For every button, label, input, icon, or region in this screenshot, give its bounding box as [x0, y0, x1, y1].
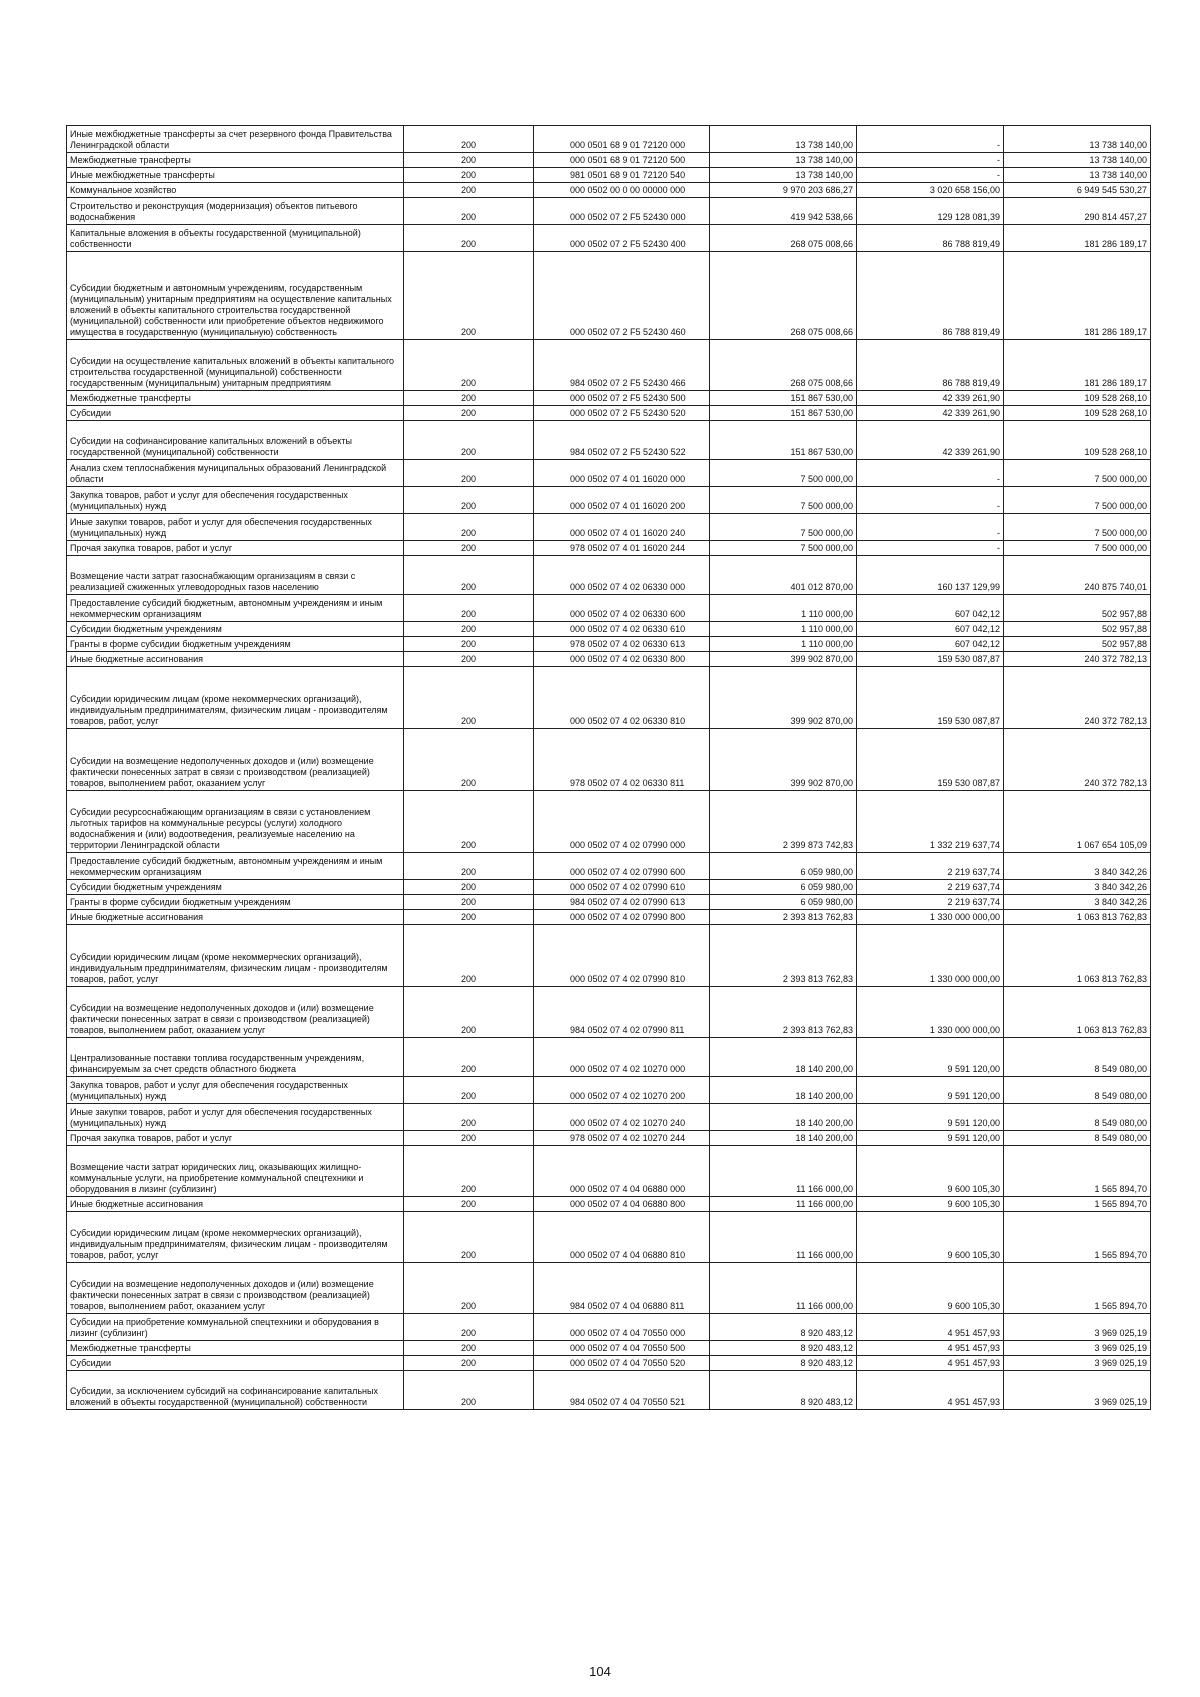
row-unexecuted-amount-cell: 3 969 025,19	[1004, 1341, 1151, 1356]
budget-table	[66, 125, 1151, 1410]
row-budget-code-cell: 000 0502 07 2 F5 52430 500	[534, 391, 710, 406]
row-line-code-cell: 200	[404, 183, 534, 198]
row-name-cell: Субсидии юридическим лицам (кроме некоммерческих организаций), индивидуальным предпринимателям, физическим лицам - производителям товаров, работ, услуг	[67, 667, 404, 729]
row-approved-amount-cell: 401 012 870,00	[710, 556, 857, 595]
row-budget-code-cell: 000 0502 07 4 02 06330 000	[534, 556, 710, 595]
table-row	[67, 652, 1151, 667]
row-executed-amount-cell: 159 530 087,87	[857, 729, 1004, 791]
row-approved-amount-cell: 399 902 870,00	[710, 652, 857, 667]
row-unexecuted-amount-cell: 1 565 894,70	[1004, 1263, 1151, 1314]
row-unexecuted-amount-cell: 1 063 813 762,83	[1004, 987, 1151, 1038]
row-budget-code-cell: 000 0502 07 4 04 06880 000	[534, 1146, 710, 1197]
row-unexecuted-amount-cell: 1 067 654 105,09	[1004, 791, 1151, 853]
row-approved-amount-cell: 1 110 000,00	[710, 637, 857, 652]
row-budget-code-cell: 000 0502 00 0 00 00000 000	[534, 183, 710, 198]
table-row	[67, 895, 1151, 910]
row-approved-amount-cell: 13 738 140,00	[710, 168, 857, 183]
row-line-code-cell: 200	[404, 153, 534, 168]
row-line-code-cell: 200	[404, 637, 534, 652]
table-row	[67, 791, 1151, 853]
row-unexecuted-amount-cell: 1 565 894,70	[1004, 1146, 1151, 1197]
row-line-code-cell: 200	[404, 1212, 534, 1263]
row-executed-amount-cell: 160 137 129,99	[857, 556, 1004, 595]
row-name-cell: Коммунальное хозяйство	[67, 183, 404, 198]
row-executed-amount-cell: 42 339 261,90	[857, 421, 1004, 460]
table-row	[67, 910, 1151, 925]
row-approved-amount-cell: 18 140 200,00	[710, 1077, 857, 1104]
row-unexecuted-amount-cell: 3 969 025,19	[1004, 1371, 1151, 1410]
row-executed-amount-cell: -	[857, 126, 1004, 153]
row-executed-amount-cell: 86 788 819,49	[857, 252, 1004, 340]
row-executed-amount-cell: 9 600 105,30	[857, 1212, 1004, 1263]
row-line-code-cell: 200	[404, 1038, 534, 1077]
row-line-code-cell: 200	[404, 340, 534, 391]
budget-table-body	[67, 126, 1151, 1410]
row-approved-amount-cell: 151 867 530,00	[710, 406, 857, 421]
row-executed-amount-cell: -	[857, 153, 1004, 168]
row-unexecuted-amount-cell: 1 565 894,70	[1004, 1212, 1151, 1263]
table-row	[67, 126, 1151, 153]
row-approved-amount-cell: 6 059 980,00	[710, 880, 857, 895]
row-approved-amount-cell: 268 075 008,66	[710, 340, 857, 391]
row-name-cell: Субсидии на приобретение коммунальной спецтехники и оборудования в лизинг (сублизинг)	[67, 1314, 404, 1341]
row-budget-code-cell: 000 0502 07 4 01 16020 240	[534, 514, 710, 541]
row-line-code-cell: 200	[404, 987, 534, 1038]
row-name-cell: Межбюджетные трансферты	[67, 153, 404, 168]
row-name-cell: Капитальные вложения в объекты государственной (муниципальной) собственности	[67, 225, 404, 252]
table-row	[67, 880, 1151, 895]
table-row	[67, 1356, 1151, 1371]
table-row	[67, 198, 1151, 225]
row-name-cell: Гранты в форме субсидии бюджетным учреждениям	[67, 895, 404, 910]
table-row	[67, 1263, 1151, 1314]
row-executed-amount-cell: 1 330 000 000,00	[857, 910, 1004, 925]
row-name-cell: Предоставление субсидий бюджетным, автономным учреждениям и иным некоммерческим организациям	[67, 853, 404, 880]
table-row	[67, 1104, 1151, 1131]
row-line-code-cell: 200	[404, 541, 534, 556]
row-executed-amount-cell: 9 591 120,00	[857, 1077, 1004, 1104]
row-budget-code-cell: 978 0502 07 4 02 06330 811	[534, 729, 710, 791]
row-approved-amount-cell: 151 867 530,00	[710, 421, 857, 460]
row-budget-code-cell: 000 0502 07 2 F5 52430 400	[534, 225, 710, 252]
row-budget-code-cell: 000 0502 07 4 04 06880 800	[534, 1197, 710, 1212]
row-unexecuted-amount-cell: 240 875 740,01	[1004, 556, 1151, 595]
row-unexecuted-amount-cell: 240 372 782,13	[1004, 667, 1151, 729]
row-executed-amount-cell: 2 219 637,74	[857, 895, 1004, 910]
row-budget-code-cell: 000 0502 07 4 04 06880 810	[534, 1212, 710, 1263]
row-line-code-cell: 200	[404, 252, 534, 340]
row-approved-amount-cell: 8 920 483,12	[710, 1314, 857, 1341]
row-budget-code-cell: 000 0502 07 4 04 70550 500	[534, 1341, 710, 1356]
row-unexecuted-amount-cell: 8 549 080,00	[1004, 1131, 1151, 1146]
row-budget-code-cell: 978 0502 07 4 02 10270 244	[534, 1131, 710, 1146]
row-line-code-cell: 200	[404, 622, 534, 637]
row-executed-amount-cell: 42 339 261,90	[857, 391, 1004, 406]
row-name-cell: Субсидии на возмещение недополученных доходов и (или) возмещение фактически понесенных затрат в связи с производством (реализацией) товаров, выполнением работ, оказанием услуг	[67, 987, 404, 1038]
row-line-code-cell: 200	[404, 1371, 534, 1410]
row-unexecuted-amount-cell: 8 549 080,00	[1004, 1077, 1151, 1104]
row-approved-amount-cell: 11 166 000,00	[710, 1263, 857, 1314]
row-budget-code-cell: 000 0502 07 4 02 07990 810	[534, 925, 710, 987]
row-name-cell: Субсидии бюджетным учреждениям	[67, 880, 404, 895]
row-unexecuted-amount-cell: 109 528 268,10	[1004, 421, 1151, 460]
row-executed-amount-cell: 9 600 105,30	[857, 1146, 1004, 1197]
row-name-cell: Строительство и реконструкция (модернизация) объектов питьевого водоснабжения	[67, 198, 404, 225]
row-unexecuted-amount-cell: 1 063 813 762,83	[1004, 925, 1151, 987]
row-budget-code-cell: 000 0501 68 9 01 72120 500	[534, 153, 710, 168]
table-row	[67, 1146, 1151, 1197]
row-executed-amount-cell: 42 339 261,90	[857, 406, 1004, 421]
row-name-cell: Субсидии ресурсоснабжающим организациям в связи с установлением льготных тарифов на коммунальные ресурсы (услуги) холодного водоснабжения и (или) водоотведения, реализуемые населению на территории Ленинградской области	[67, 791, 404, 853]
row-name-cell: Закупка товаров, работ и услуг для обеспечения государственных (муниципальных) нужд	[67, 487, 404, 514]
row-unexecuted-amount-cell: 181 286 189,17	[1004, 225, 1151, 252]
row-budget-code-cell: 000 0502 07 2 F5 52430 460	[534, 252, 710, 340]
table-row	[67, 1371, 1151, 1410]
row-approved-amount-cell: 2 393 813 762,83	[710, 910, 857, 925]
row-name-cell: Субсидии на возмещение недополученных доходов и (или) возмещение фактически понесенных затрат в связи с производством (реализацией) товаров, выполнением работ, оказанием услуг	[67, 1263, 404, 1314]
row-executed-amount-cell: 9 591 120,00	[857, 1038, 1004, 1077]
table-row	[67, 183, 1151, 198]
row-approved-amount-cell: 268 075 008,66	[710, 252, 857, 340]
table-row	[67, 252, 1151, 340]
table-row	[67, 637, 1151, 652]
row-budget-code-cell: 984 0502 07 4 04 06880 811	[534, 1263, 710, 1314]
row-name-cell: Иные бюджетные ассигнования	[67, 652, 404, 667]
row-budget-code-cell: 000 0502 07 4 04 70550 000	[534, 1314, 710, 1341]
table-row	[67, 595, 1151, 622]
row-approved-amount-cell: 7 500 000,00	[710, 541, 857, 556]
row-name-cell: Закупка товаров, работ и услуг для обеспечения государственных (муниципальных) нужд	[67, 1077, 404, 1104]
row-approved-amount-cell: 2 393 813 762,83	[710, 925, 857, 987]
row-budget-code-cell: 000 0502 07 4 02 10270 240	[534, 1104, 710, 1131]
row-approved-amount-cell: 7 500 000,00	[710, 460, 857, 487]
row-line-code-cell: 200	[404, 1077, 534, 1104]
row-line-code-cell: 200	[404, 1314, 534, 1341]
row-approved-amount-cell: 8 920 483,12	[710, 1371, 857, 1410]
row-unexecuted-amount-cell: 181 286 189,17	[1004, 340, 1151, 391]
row-name-cell: Субсидии на софинансирование капитальных вложений в объекты государственной (муниципальной) собственности	[67, 421, 404, 460]
row-line-code-cell: 200	[404, 1356, 534, 1371]
table-row	[67, 487, 1151, 514]
row-name-cell: Субсидии юридическим лицам (кроме некоммерческих организаций), индивидуальным предпринимателям, физическим лицам - производителям товаров, работ, услуг	[67, 925, 404, 987]
row-executed-amount-cell: 86 788 819,49	[857, 340, 1004, 391]
row-name-cell: Субсидии	[67, 1356, 404, 1371]
row-line-code-cell: 200	[404, 1146, 534, 1197]
row-budget-code-cell: 000 0502 07 4 02 07990 000	[534, 791, 710, 853]
row-executed-amount-cell: 4 951 457,93	[857, 1356, 1004, 1371]
row-budget-code-cell: 000 0502 07 4 02 06330 610	[534, 622, 710, 637]
row-line-code-cell: 200	[404, 853, 534, 880]
row-executed-amount-cell: 2 219 637,74	[857, 853, 1004, 880]
row-approved-amount-cell: 268 075 008,66	[710, 225, 857, 252]
row-approved-amount-cell: 9 970 203 686,27	[710, 183, 857, 198]
row-unexecuted-amount-cell: 6 949 545 530,27	[1004, 183, 1151, 198]
row-budget-code-cell: 978 0502 07 4 01 16020 244	[534, 541, 710, 556]
row-unexecuted-amount-cell: 240 372 782,13	[1004, 729, 1151, 791]
row-unexecuted-amount-cell: 8 549 080,00	[1004, 1104, 1151, 1131]
row-unexecuted-amount-cell: 7 500 000,00	[1004, 460, 1151, 487]
row-name-cell: Иные закупки товаров, работ и услуг для обеспечения государственных (муниципальных) нужд	[67, 1104, 404, 1131]
row-name-cell: Прочая закупка товаров, работ и услуг	[67, 1131, 404, 1146]
table-row	[67, 514, 1151, 541]
row-executed-amount-cell: -	[857, 514, 1004, 541]
row-name-cell: Межбюджетные трансферты	[67, 1341, 404, 1356]
row-approved-amount-cell: 13 738 140,00	[710, 126, 857, 153]
row-budget-code-cell: 000 0502 07 2 F5 52430 520	[534, 406, 710, 421]
row-name-cell: Субсидии юридическим лицам (кроме некоммерческих организаций), индивидуальным предпринимателям, физическим лицам - производителям товаров, работ, услуг	[67, 1212, 404, 1263]
row-line-code-cell: 200	[404, 421, 534, 460]
row-unexecuted-amount-cell: 7 500 000,00	[1004, 541, 1151, 556]
row-executed-amount-cell: 9 600 105,30	[857, 1263, 1004, 1314]
row-name-cell: Субсидии бюджетным и автономным учреждениям, государственным (муниципальным) унитарным предприятиям на осуществление капитальных вложений в объекты капитального строительства государственной (муниципальной) собственности или приобретение объектов недвижимого имущества в государственную (муниципальную) собственность	[67, 252, 404, 340]
table-row	[67, 1038, 1151, 1077]
row-approved-amount-cell: 18 140 200,00	[710, 1104, 857, 1131]
row-line-code-cell: 200	[404, 652, 534, 667]
row-unexecuted-amount-cell: 1 063 813 762,83	[1004, 910, 1151, 925]
row-line-code-cell: 200	[404, 910, 534, 925]
row-approved-amount-cell: 151 867 530,00	[710, 391, 857, 406]
row-executed-amount-cell: -	[857, 541, 1004, 556]
row-approved-amount-cell: 6 059 980,00	[710, 895, 857, 910]
row-name-cell: Централизованные поставки топлива государственным учреждениям, финансируемым за счет средств областного бюджета	[67, 1038, 404, 1077]
budget-table-container	[66, 125, 1150, 1410]
row-unexecuted-amount-cell: 3 969 025,19	[1004, 1314, 1151, 1341]
row-approved-amount-cell: 7 500 000,00	[710, 487, 857, 514]
row-line-code-cell: 200	[404, 880, 534, 895]
row-executed-amount-cell: 4 951 457,93	[857, 1314, 1004, 1341]
row-name-cell: Субсидии на возмещение недополученных доходов и (или) возмещение фактически понесенных затрат в связи с производством (реализацией) товаров, выполнением работ, оказанием услуг	[67, 729, 404, 791]
row-executed-amount-cell: 1 330 000 000,00	[857, 987, 1004, 1038]
row-budget-code-cell: 000 0502 07 4 02 06330 800	[534, 652, 710, 667]
row-line-code-cell: 200	[404, 925, 534, 987]
row-line-code-cell: 200	[404, 198, 534, 225]
row-unexecuted-amount-cell: 290 814 457,27	[1004, 198, 1151, 225]
row-budget-code-cell: 000 0502 07 4 02 06330 810	[534, 667, 710, 729]
row-executed-amount-cell: 607 042,12	[857, 622, 1004, 637]
row-unexecuted-amount-cell: 7 500 000,00	[1004, 487, 1151, 514]
row-budget-code-cell: 984 0502 07 4 02 07990 811	[534, 987, 710, 1038]
row-unexecuted-amount-cell: 181 286 189,17	[1004, 252, 1151, 340]
row-name-cell: Иные межбюджетные трансферты	[67, 168, 404, 183]
row-executed-amount-cell: 607 042,12	[857, 637, 1004, 652]
table-row	[67, 340, 1151, 391]
row-line-code-cell: 200	[404, 225, 534, 252]
row-approved-amount-cell: 1 110 000,00	[710, 595, 857, 622]
row-budget-code-cell: 984 0502 07 4 04 70550 521	[534, 1371, 710, 1410]
row-approved-amount-cell: 11 166 000,00	[710, 1212, 857, 1263]
table-row	[67, 1341, 1151, 1356]
row-name-cell: Межбюджетные трансферты	[67, 391, 404, 406]
row-approved-amount-cell: 8 920 483,12	[710, 1356, 857, 1371]
row-name-cell: Возмещение части затрат газоснабжающим организациям в связи с реализацией сжиженных углеводородных газов населению	[67, 556, 404, 595]
row-line-code-cell: 200	[404, 1131, 534, 1146]
row-name-cell: Субсидии, за исключением субсидий на софинансирование капитальных вложений в объекты государственной (муниципальной) собственности	[67, 1371, 404, 1410]
row-executed-amount-cell: -	[857, 460, 1004, 487]
row-name-cell: Предоставление субсидий бюджетным, автономным учреждениям и иным некоммерческим организациям	[67, 595, 404, 622]
row-line-code-cell: 200	[404, 1341, 534, 1356]
row-budget-code-cell: 000 0502 07 4 02 10270 200	[534, 1077, 710, 1104]
row-approved-amount-cell: 13 738 140,00	[710, 153, 857, 168]
row-budget-code-cell: 000 0502 07 4 02 06330 600	[534, 595, 710, 622]
table-row	[67, 853, 1151, 880]
row-executed-amount-cell: 1 330 000 000,00	[857, 925, 1004, 987]
row-approved-amount-cell: 2 399 873 742,83	[710, 791, 857, 853]
row-name-cell: Субсидии бюджетным учреждениям	[67, 622, 404, 637]
row-unexecuted-amount-cell: 109 528 268,10	[1004, 391, 1151, 406]
row-executed-amount-cell: 9 591 120,00	[857, 1131, 1004, 1146]
table-row	[67, 1131, 1151, 1146]
row-name-cell: Гранты в форме субсидии бюджетным учреждениям	[67, 637, 404, 652]
row-budget-code-cell: 978 0502 07 4 02 06330 613	[534, 637, 710, 652]
table-row	[67, 153, 1151, 168]
row-line-code-cell: 200	[404, 895, 534, 910]
row-executed-amount-cell: 159 530 087,87	[857, 667, 1004, 729]
row-unexecuted-amount-cell: 13 738 140,00	[1004, 153, 1151, 168]
row-name-cell: Иные закупки товаров, работ и услуг для обеспечения государственных (муниципальных) нужд	[67, 514, 404, 541]
row-name-cell: Анализ схем теплоснабжения муниципальных образований Ленинградской области	[67, 460, 404, 487]
table-row	[67, 391, 1151, 406]
table-row	[67, 925, 1151, 987]
row-budget-code-cell: 000 0502 07 4 02 07990 600	[534, 853, 710, 880]
row-approved-amount-cell: 2 393 813 762,83	[710, 987, 857, 1038]
table-row	[67, 541, 1151, 556]
row-executed-amount-cell: 607 042,12	[857, 595, 1004, 622]
row-line-code-cell: 200	[404, 1104, 534, 1131]
row-unexecuted-amount-cell: 502 957,88	[1004, 622, 1151, 637]
row-unexecuted-amount-cell: 109 528 268,10	[1004, 406, 1151, 421]
row-budget-code-cell: 000 0502 07 4 01 16020 000	[534, 460, 710, 487]
row-line-code-cell: 200	[404, 556, 534, 595]
row-name-cell: Прочая закупка товаров, работ и услуг	[67, 541, 404, 556]
row-line-code-cell: 200	[404, 514, 534, 541]
row-approved-amount-cell: 6 059 980,00	[710, 853, 857, 880]
row-executed-amount-cell: 4 951 457,93	[857, 1341, 1004, 1356]
row-unexecuted-amount-cell: 502 957,88	[1004, 637, 1151, 652]
row-executed-amount-cell: -	[857, 168, 1004, 183]
row-approved-amount-cell: 11 166 000,00	[710, 1146, 857, 1197]
row-executed-amount-cell: 1 332 219 637,74	[857, 791, 1004, 853]
table-row	[67, 987, 1151, 1038]
table-row	[67, 1314, 1151, 1341]
row-executed-amount-cell: 9 591 120,00	[857, 1104, 1004, 1131]
row-approved-amount-cell: 18 140 200,00	[710, 1038, 857, 1077]
row-approved-amount-cell: 399 902 870,00	[710, 729, 857, 791]
row-line-code-cell: 200	[404, 667, 534, 729]
row-executed-amount-cell: 129 128 081,39	[857, 198, 1004, 225]
row-budget-code-cell: 000 0502 07 4 04 70550 520	[534, 1356, 710, 1371]
row-name-cell: Иные бюджетные ассигнования	[67, 910, 404, 925]
table-row	[67, 460, 1151, 487]
row-budget-code-cell: 000 0502 07 4 02 10270 000	[534, 1038, 710, 1077]
row-approved-amount-cell: 11 166 000,00	[710, 1197, 857, 1212]
table-row	[67, 556, 1151, 595]
row-line-code-cell: 200	[404, 168, 534, 183]
row-budget-code-cell: 984 0502 07 4 02 07990 613	[534, 895, 710, 910]
table-row	[67, 1212, 1151, 1263]
row-line-code-cell: 200	[404, 487, 534, 514]
row-line-code-cell: 200	[404, 1197, 534, 1212]
row-unexecuted-amount-cell: 3 840 342,26	[1004, 880, 1151, 895]
row-budget-code-cell: 000 0502 07 4 01 16020 200	[534, 487, 710, 514]
row-approved-amount-cell: 1 110 000,00	[710, 622, 857, 637]
row-executed-amount-cell: 4 951 457,93	[857, 1371, 1004, 1410]
row-unexecuted-amount-cell: 13 738 140,00	[1004, 126, 1151, 153]
row-budget-code-cell: 984 0502 07 2 F5 52430 466	[534, 340, 710, 391]
row-line-code-cell: 200	[404, 1263, 534, 1314]
row-budget-code-cell: 000 0502 07 4 02 07990 610	[534, 880, 710, 895]
table-row	[67, 168, 1151, 183]
table-row	[67, 622, 1151, 637]
row-line-code-cell: 200	[404, 460, 534, 487]
row-unexecuted-amount-cell: 240 372 782,13	[1004, 652, 1151, 667]
row-unexecuted-amount-cell: 3 840 342,26	[1004, 895, 1151, 910]
row-approved-amount-cell: 18 140 200,00	[710, 1131, 857, 1146]
row-name-cell: Субсидии	[67, 406, 404, 421]
row-budget-code-cell: 000 0501 68 9 01 72120 000	[534, 126, 710, 153]
table-row	[67, 1077, 1151, 1104]
row-name-cell: Возмещение части затрат юридических лиц, оказывающих жилищно-коммунальные услуги, на приобретение коммунальной спецтехники и оборудования в лизинг (сублизинг)	[67, 1146, 404, 1197]
row-unexecuted-amount-cell: 3 840 342,26	[1004, 853, 1151, 880]
row-approved-amount-cell: 7 500 000,00	[710, 514, 857, 541]
row-executed-amount-cell: -	[857, 487, 1004, 514]
row-line-code-cell: 200	[404, 406, 534, 421]
row-executed-amount-cell: 9 600 105,30	[857, 1197, 1004, 1212]
row-unexecuted-amount-cell: 3 969 025,19	[1004, 1356, 1151, 1371]
row-budget-code-cell: 000 0502 07 2 F5 52430 000	[534, 198, 710, 225]
row-name-cell: Иные бюджетные ассигнования	[67, 1197, 404, 1212]
row-name-cell: Иные межбюджетные трансферты за счет резервного фонда Правительства Ленинградской области	[67, 126, 404, 153]
row-line-code-cell: 200	[404, 791, 534, 853]
row-unexecuted-amount-cell: 502 957,88	[1004, 595, 1151, 622]
row-approved-amount-cell: 399 902 870,00	[710, 667, 857, 729]
table-row	[67, 667, 1151, 729]
row-unexecuted-amount-cell: 1 565 894,70	[1004, 1197, 1151, 1212]
row-name-cell: Субсидии на осуществление капитальных вложений в объекты капитального строительства государственной (муниципальной) собственности государственным (муниципальным) унитарным предприятиям	[67, 340, 404, 391]
row-budget-code-cell: 000 0502 07 4 02 07990 800	[534, 910, 710, 925]
row-executed-amount-cell: 159 530 087,87	[857, 652, 1004, 667]
row-executed-amount-cell: 2 219 637,74	[857, 880, 1004, 895]
row-line-code-cell: 200	[404, 126, 534, 153]
table-row	[67, 406, 1151, 421]
table-row	[67, 1197, 1151, 1212]
row-budget-code-cell: 984 0502 07 2 F5 52430 522	[534, 421, 710, 460]
row-approved-amount-cell: 8 920 483,12	[710, 1341, 857, 1356]
row-line-code-cell: 200	[404, 391, 534, 406]
page-number: 104	[589, 1664, 611, 1679]
table-row	[67, 729, 1151, 791]
row-line-code-cell: 200	[404, 729, 534, 791]
table-row	[67, 421, 1151, 460]
row-approved-amount-cell: 419 942 538,66	[710, 198, 857, 225]
row-unexecuted-amount-cell: 7 500 000,00	[1004, 514, 1151, 541]
row-executed-amount-cell: 3 020 658 156,00	[857, 183, 1004, 198]
table-row	[67, 225, 1151, 252]
row-budget-code-cell: 981 0501 68 9 01 72120 540	[534, 168, 710, 183]
row-unexecuted-amount-cell: 13 738 140,00	[1004, 168, 1151, 183]
row-executed-amount-cell: 86 788 819,49	[857, 225, 1004, 252]
row-unexecuted-amount-cell: 8 549 080,00	[1004, 1038, 1151, 1077]
row-line-code-cell: 200	[404, 595, 534, 622]
